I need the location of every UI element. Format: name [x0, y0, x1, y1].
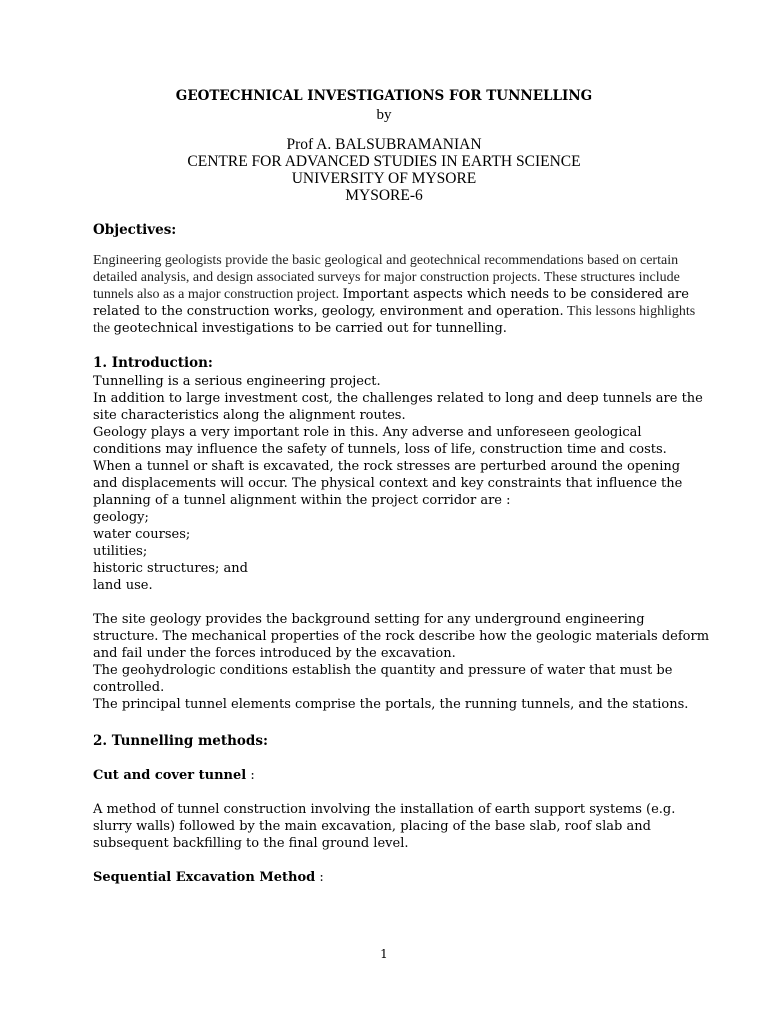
list-item-utilities: utilities; — [93, 544, 148, 559]
sem-suffix: : — [315, 870, 324, 885]
intro-line: planning of a tunnel alignment within the project corridor are : — [93, 493, 511, 508]
author-name: Prof A. BALSUBRAMANIAN — [286, 136, 482, 153]
document-title: GEOTECHNICAL INVESTIGATIONS FOR TUNNELLING — [175, 88, 593, 104]
list-item-land-use: land use. — [93, 578, 153, 593]
by-line: by — [376, 107, 392, 123]
introduction-heading: 1. Introduction: — [93, 355, 213, 371]
objectives-paragraph — [93, 252, 713, 337]
cut-cover-body — [93, 801, 713, 852]
author-block — [0, 136, 768, 204]
objectives-text-1: Engineering geologists provide the basic geological and geotechnical recommendations based on certain detailed analysis, and design associated surveys for major construction projects. These structures include tunnels also as a major construction project. — [93, 253, 680, 302]
intro-line: In addition to large investment cost, the challenges related to long and deep tunnels are the — [93, 391, 703, 406]
cut-cover-heading-line — [93, 767, 713, 784]
introduction-body — [93, 373, 713, 713]
intro-line: site characteristics along the alignment routes. — [93, 408, 406, 423]
intro-line: The site geology provides the background setting for any underground engineering — [93, 612, 645, 627]
objectives-text-2: Important aspects which needs to be considered are related to the construction works, geology, environment and operation. — [93, 287, 689, 319]
cut-cover-heading: Cut and cover tunnel — [93, 768, 247, 783]
intro-line: and fail under the forces introduced by the excavation. — [93, 646, 456, 661]
centre-name: CENTRE FOR ADVANCED STUDIES IN EARTH SCIENCE — [187, 153, 581, 170]
methods-heading: 2. Tunnelling methods: — [93, 733, 268, 749]
city-name: MYSORE-6 — [345, 187, 423, 204]
sem-heading: Sequential Excavation Method — [93, 870, 316, 885]
intro-line: The geohydrologic conditions establish the quantity and pressure of water that must be — [93, 663, 673, 678]
intro-line: Tunnelling is a serious engineering project. — [93, 374, 381, 389]
list-item-water-courses: water courses; — [93, 527, 191, 542]
cut-cover-line: A method of tunnel construction involving the installation of earth support systems (e.g. — [93, 802, 676, 817]
list-item-geology: geology; — [93, 510, 149, 525]
title-block — [0, 86, 768, 124]
objectives-heading: Objectives: — [93, 222, 177, 238]
sem-heading-line — [93, 869, 713, 886]
intro-line: When a tunnel or shaft is excavated, the rock stresses are perturbed around the opening — [93, 459, 681, 474]
objectives-text-3: This lessons highlights the — [93, 304, 696, 336]
cut-cover-line: subsequent backfilling to the final ground level. — [93, 836, 409, 851]
intro-line: controlled. — [93, 680, 165, 695]
page-number: 1 — [380, 947, 388, 961]
intro-line: structure. The mechanical properties of the rock describe how the geologic materials deform — [93, 629, 710, 644]
cut-cover-suffix: : — [246, 768, 255, 783]
cut-cover-line: slurry walls) followed by the main excavation, placing of the base slab, roof slab and — [93, 819, 651, 834]
intro-line: and displacements will occur. The physical context and key constraints that influence the — [93, 476, 683, 491]
university-name: UNIVERSITY OF MYSORE — [291, 170, 477, 187]
intro-line: conditions may influence the safety of tunnels, loss of life, construction time and costs. — [93, 442, 667, 457]
list-item-historic-structures: historic structures; and — [93, 561, 248, 576]
intro-line: The principal tunnel elements comprise the portals, the running tunnels, and the stations. — [93, 697, 689, 712]
objectives-text-4: geotechnical investigations to be carried out for tunnelling. — [113, 321, 507, 336]
intro-line: Geology plays a very important role in this. Any adverse and unforeseen geological — [93, 425, 642, 440]
